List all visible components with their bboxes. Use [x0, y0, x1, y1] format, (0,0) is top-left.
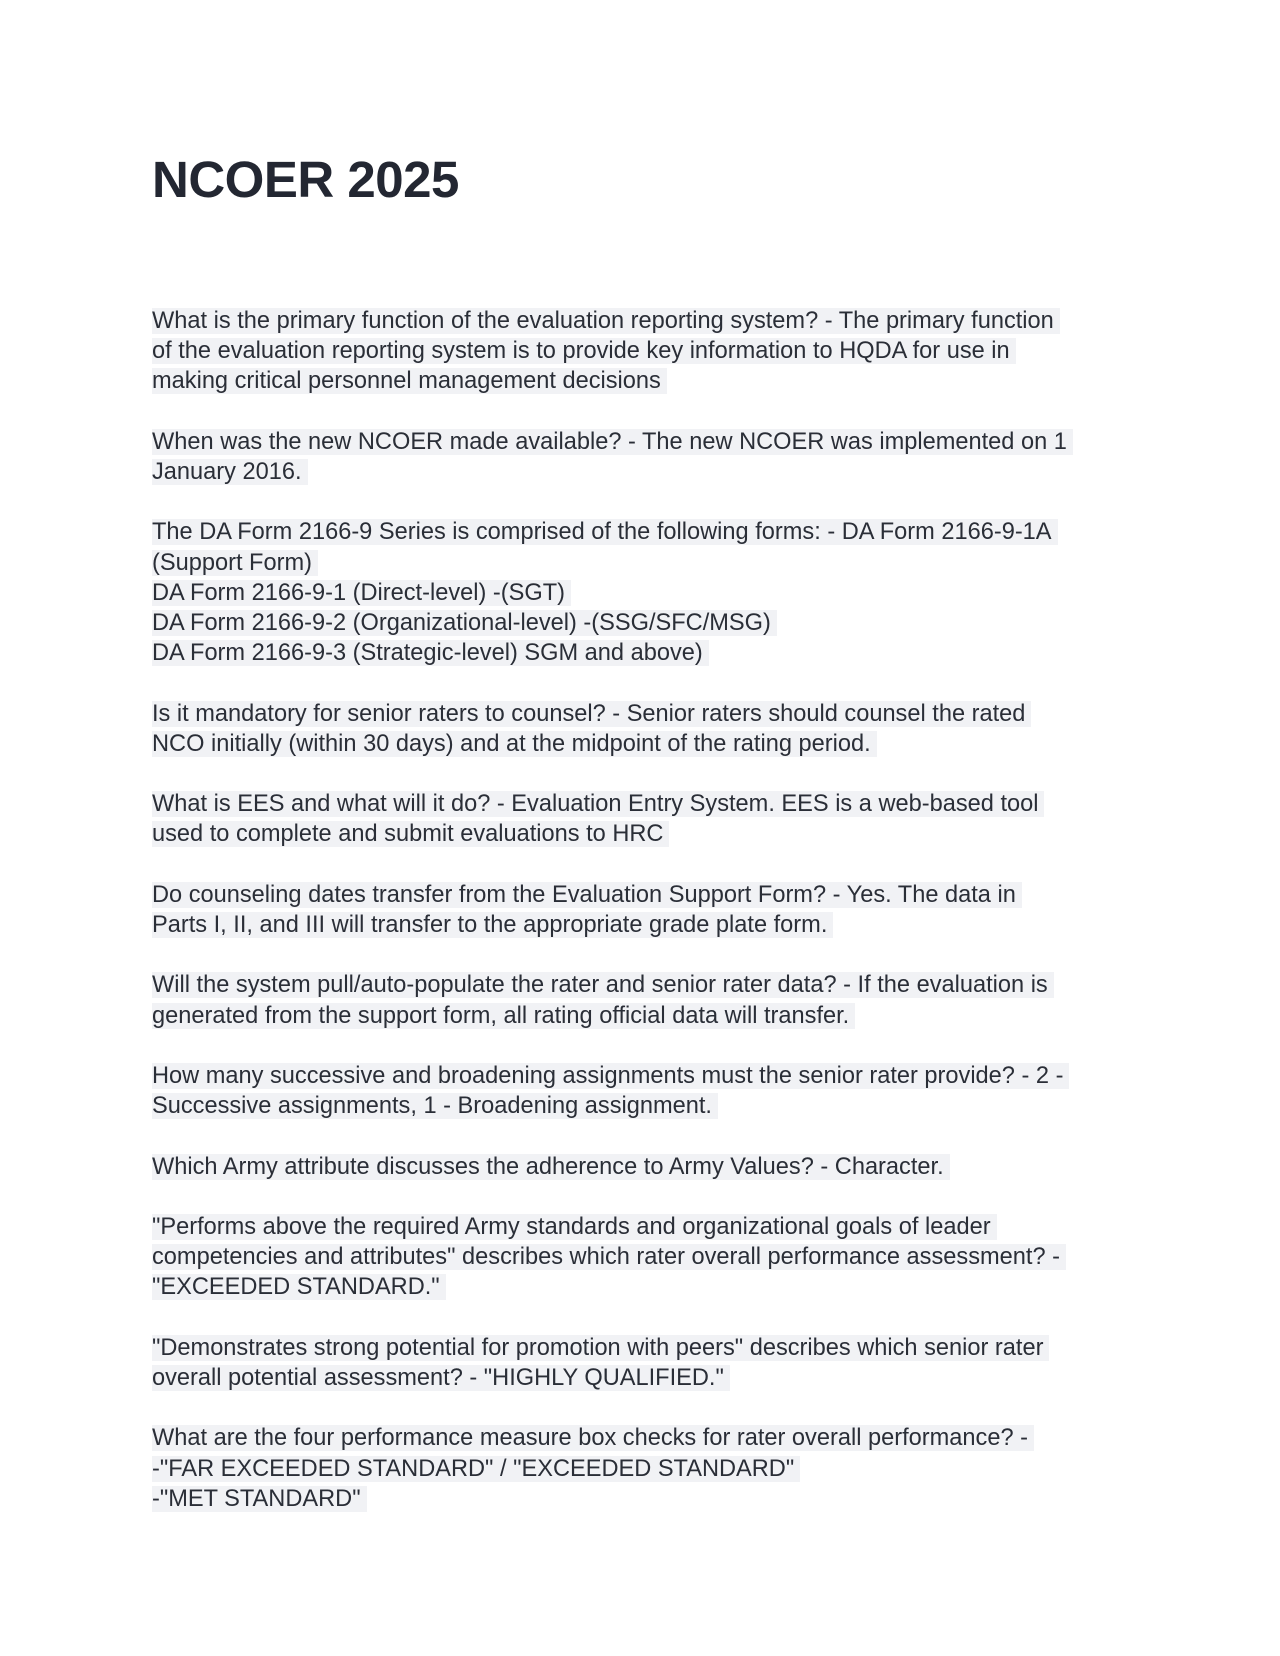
qa-line: [152, 1152, 1140, 1182]
qa-line-text: DA Form 2166-9-3 (Strategic-level) SGM and above): [152, 640, 709, 666]
qa-line: [152, 578, 1140, 608]
qa-line: [152, 1454, 1140, 1484]
qa-line-text: -"FAR EXCEEDED STANDARD" / "EXCEEDED STANDARD": [152, 1456, 800, 1482]
qa-line-text: Do counseling dates transfer from the Evaluation Support Form? - Yes. The data in: [152, 882, 1022, 908]
qa-list: [152, 306, 1140, 1514]
qa-line: [152, 306, 1140, 336]
qa-item: [152, 517, 1140, 668]
qa-line: [152, 336, 1140, 366]
qa-line-text: What is the primary function of the evaluation reporting system? - The primary function: [152, 308, 1060, 334]
qa-line-text: of the evaluation reporting system is to provide key information to HQDA for use in: [152, 338, 1016, 364]
qa-item: [152, 306, 1140, 397]
qa-line-text: Which Army attribute discusses the adherence to Army Values? - Character.: [152, 1154, 950, 1180]
qa-item: [152, 1152, 1140, 1182]
qa-item: [152, 1333, 1140, 1393]
qa-line-text: "Performs above the required Army standards and organizational goals of leader: [152, 1214, 997, 1240]
qa-item: [152, 789, 1140, 849]
qa-line-text: Is it mandatory for senior raters to counsel? - Senior raters should counsel the rated: [152, 701, 1031, 727]
qa-line: [152, 789, 1140, 819]
qa-line-text: competencies and attributes" describes which rater overall performance assessment? -: [152, 1244, 1066, 1270]
qa-line-text: making critical personnel management decisions: [152, 368, 667, 394]
qa-line: [152, 729, 1140, 759]
qa-line-text: January 2016.: [152, 459, 308, 485]
qa-line-text: NCO initially (within 30 days) and at the midpoint of the rating period.: [152, 731, 877, 757]
qa-line: [152, 638, 1140, 668]
qa-line-text: When was the new NCOER made available? - The new NCOER was implemented on 1: [152, 429, 1073, 455]
qa-line-text: -"MET STANDARD": [152, 1486, 367, 1512]
qa-line: [152, 1001, 1140, 1031]
qa-line: [152, 1242, 1140, 1272]
qa-line: [152, 699, 1140, 729]
qa-item: [152, 1212, 1140, 1303]
document-title: NCOER 2025: [152, 151, 459, 208]
qa-line-text: (Support Form): [152, 550, 318, 576]
qa-line-text: Successive assignments, 1 - Broadening assignment.: [152, 1093, 718, 1119]
qa-line-text: What are the four performance measure box checks for rater overall performance? -: [152, 1425, 1034, 1451]
qa-line: [152, 1061, 1140, 1091]
qa-line: [152, 819, 1140, 849]
qa-line-text: How many successive and broadening assignments must the senior rater provide? - 2 -: [152, 1063, 1069, 1089]
qa-line: [152, 457, 1140, 487]
qa-item: [152, 1061, 1140, 1121]
qa-line: [152, 548, 1140, 578]
qa-line: [152, 1363, 1140, 1393]
qa-line: [152, 1212, 1140, 1242]
qa-line-text: "Demonstrates strong potential for promotion with peers" describes which senior rater: [152, 1335, 1049, 1361]
qa-line-text: "EXCEEDED STANDARD.": [152, 1274, 446, 1300]
qa-line: [152, 366, 1140, 396]
qa-line-text: DA Form 2166-9-1 (Direct-level) -(SGT): [152, 580, 571, 606]
qa-line-text: Will the system pull/auto-populate the rater and senior rater data? - If the evaluation is: [152, 972, 1054, 998]
qa-line: [152, 880, 1140, 910]
qa-line: [152, 1333, 1140, 1363]
qa-line: [152, 427, 1140, 457]
qa-line: [152, 1272, 1140, 1302]
qa-line-text: What is EES and what will it do? - Evaluation Entry System. EES is a web-based tool: [152, 791, 1044, 817]
qa-item: [152, 970, 1140, 1030]
qa-item: [152, 880, 1140, 940]
qa-item: [152, 427, 1140, 487]
qa-item: [152, 1423, 1140, 1514]
qa-line-text: Parts I, II, and III will transfer to the appropriate grade plate form.: [152, 912, 833, 938]
qa-line: [152, 1091, 1140, 1121]
qa-line-text: used to complete and submit evaluations to HRC: [152, 821, 669, 847]
qa-line: [152, 517, 1140, 547]
qa-line: [152, 970, 1140, 1000]
qa-item: [152, 699, 1140, 759]
qa-line-text: The DA Form 2166-9 Series is comprised of the following forms: - DA Form 2166-9-1A: [152, 519, 1058, 545]
qa-line: [152, 910, 1140, 940]
qa-line: [152, 1423, 1140, 1453]
qa-line-text: overall potential assessment? - "HIGHLY QUALIFIED.": [152, 1365, 730, 1391]
qa-line-text: generated from the support form, all rating official data will transfer.: [152, 1003, 855, 1029]
qa-line: [152, 1484, 1140, 1514]
qa-line: [152, 608, 1140, 638]
qa-line-text: DA Form 2166-9-2 (Organizational-level) -(SSG/SFC/MSG): [152, 610, 777, 636]
